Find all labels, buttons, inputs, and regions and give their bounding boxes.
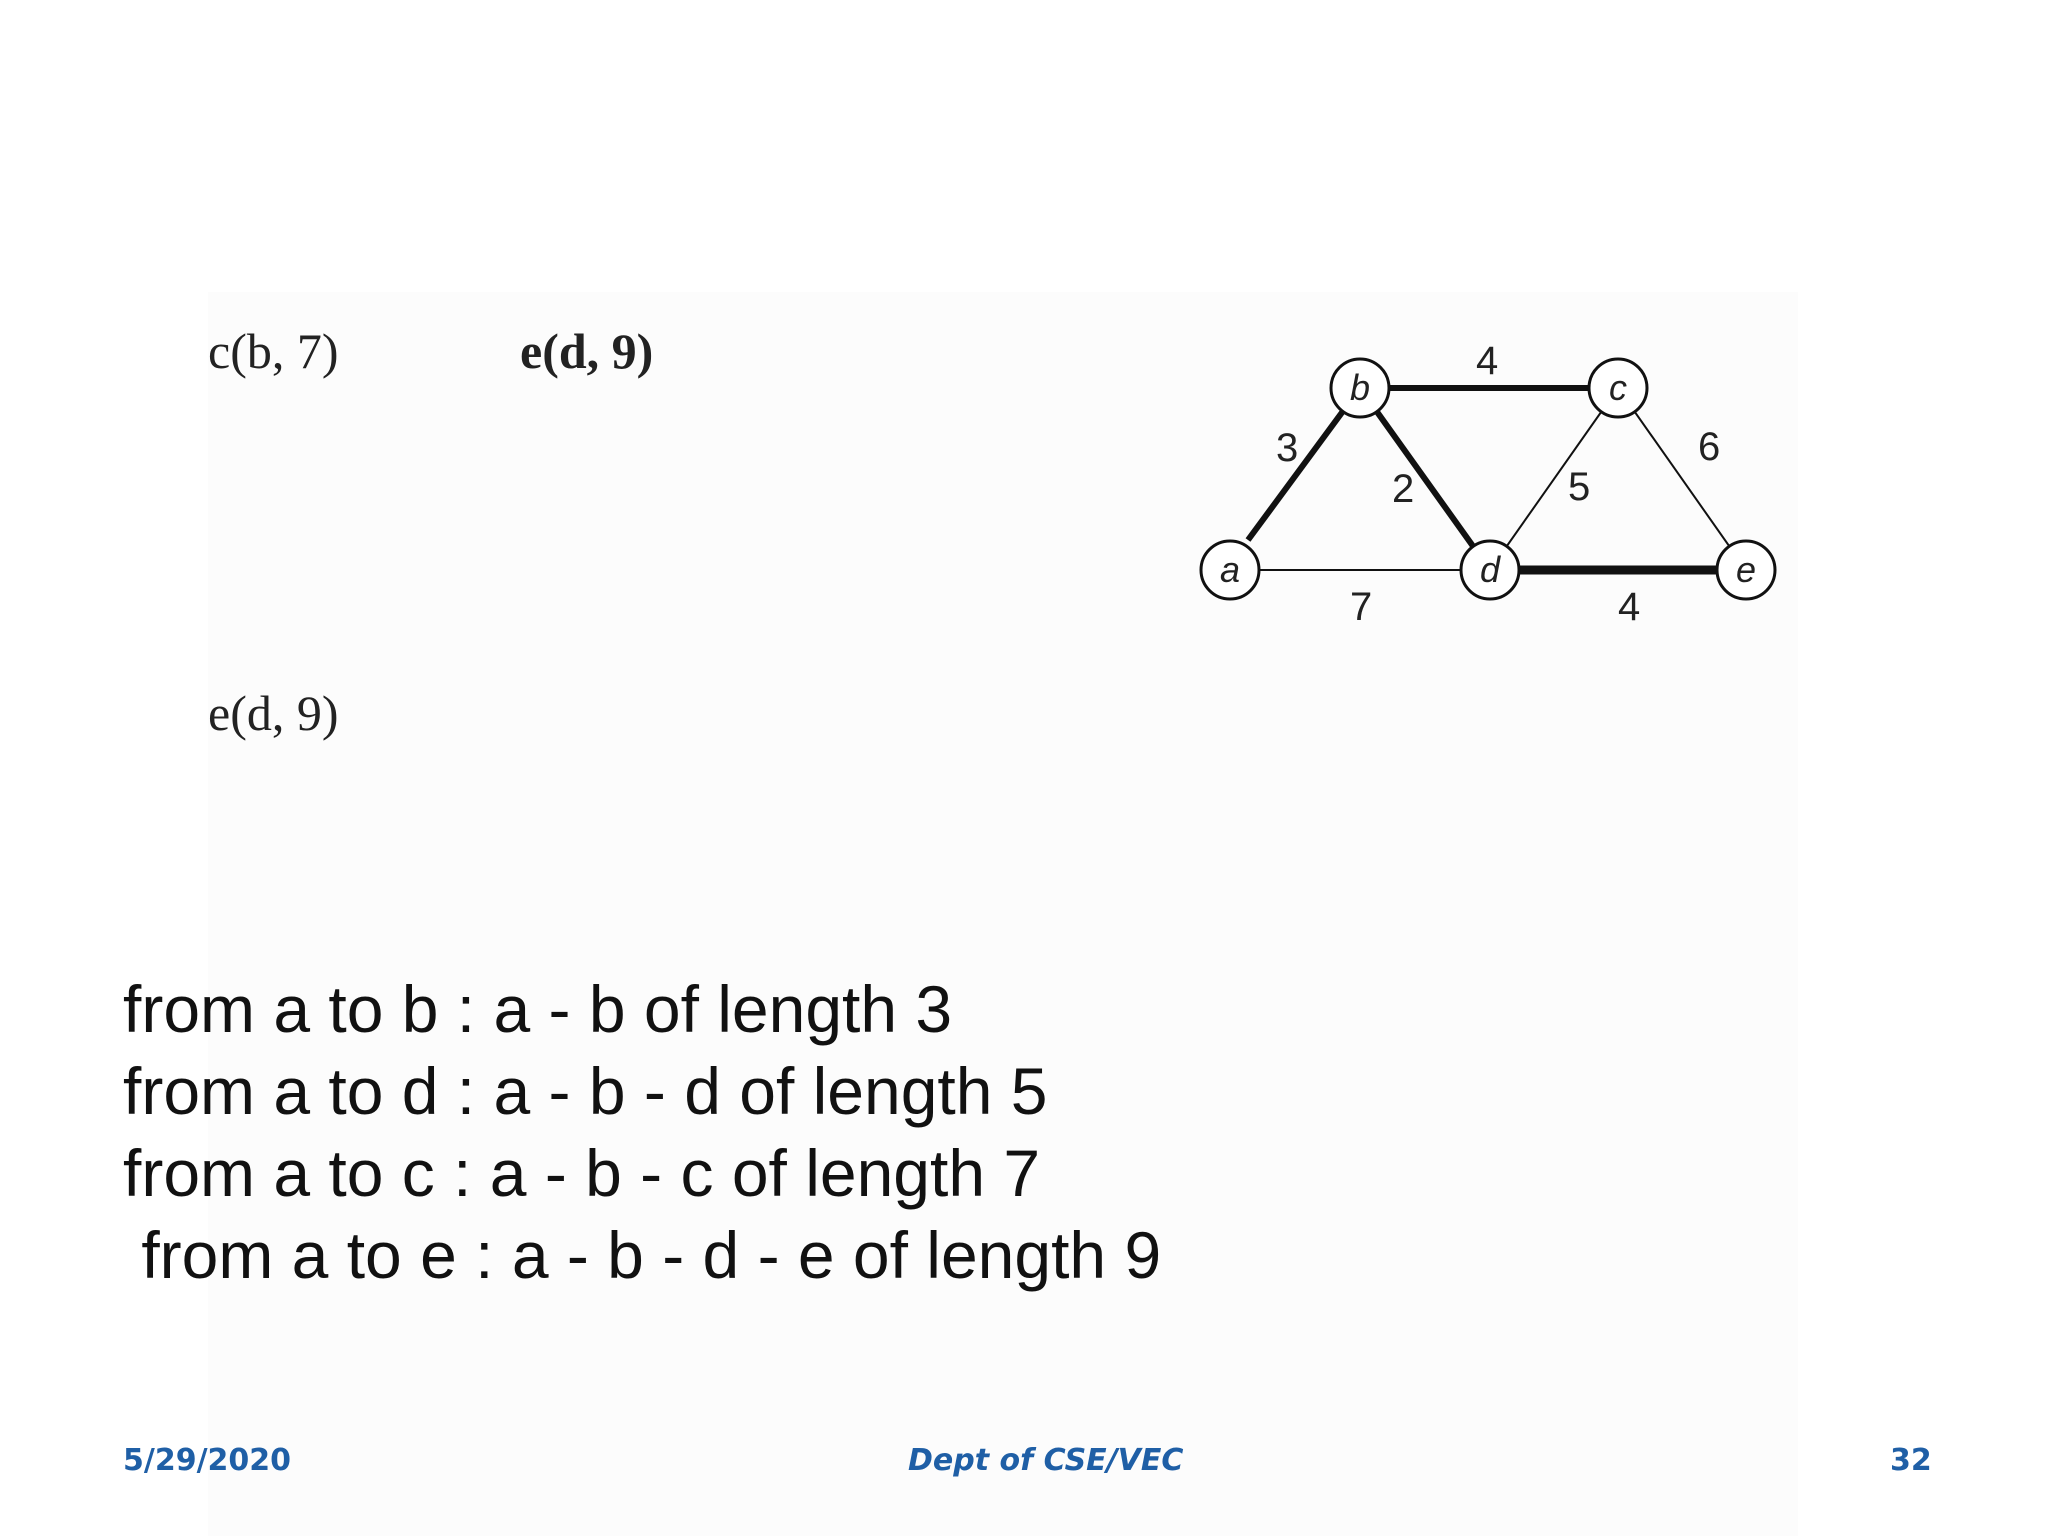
node-a — [1201, 541, 1259, 599]
weight-b-d: 2 — [1392, 467, 1415, 511]
footer-date: 5/29/2020 — [123, 1443, 292, 1478]
node-d — [1461, 541, 1519, 599]
shortest-paths-list — [123, 968, 1161, 1296]
node-a-label: a — [1219, 549, 1241, 590]
node-e — [1717, 541, 1775, 599]
edge-c-d — [1490, 388, 1618, 570]
edge-b-d — [1360, 388, 1490, 570]
weight-b-c: 4 — [1476, 339, 1499, 383]
weight-a-b: 3 — [1276, 426, 1299, 470]
path-a-c: from a to c : a - b - c of length 7 — [123, 1136, 1041, 1210]
footer-page-number: 32 — [1890, 1443, 1932, 1478]
node-b — [1331, 359, 1389, 417]
node-c-label: c — [1609, 367, 1627, 408]
node-b-label: b — [1349, 367, 1371, 408]
label-e-d-9-bold: e(d, 9) — [520, 323, 654, 379]
node-d-label: d — [1479, 549, 1501, 590]
node-e-label: e — [1735, 549, 1757, 590]
label-e-d-9: e(d, 9) — [208, 685, 339, 741]
footer-department: Dept of CSE/VEC — [908, 1443, 1184, 1478]
path-a-b: from a to b : a - b of length 3 — [123, 972, 953, 1046]
weight-c-d: 5 — [1568, 465, 1591, 509]
weight-d-e: 4 — [1618, 585, 1641, 629]
weighted-graph — [1180, 320, 1800, 650]
node-c — [1589, 359, 1647, 417]
path-a-e: from a to e : a - b - d - e of length 9 — [123, 1218, 1162, 1292]
weight-a-d: 7 — [1350, 585, 1373, 629]
weight-c-e: 6 — [1698, 425, 1721, 469]
path-a-d: from a to d : a - b - d of length 5 — [123, 1054, 1048, 1128]
label-c-b-7: c(b, 7) — [208, 323, 339, 379]
edge-c-e — [1618, 388, 1746, 570]
